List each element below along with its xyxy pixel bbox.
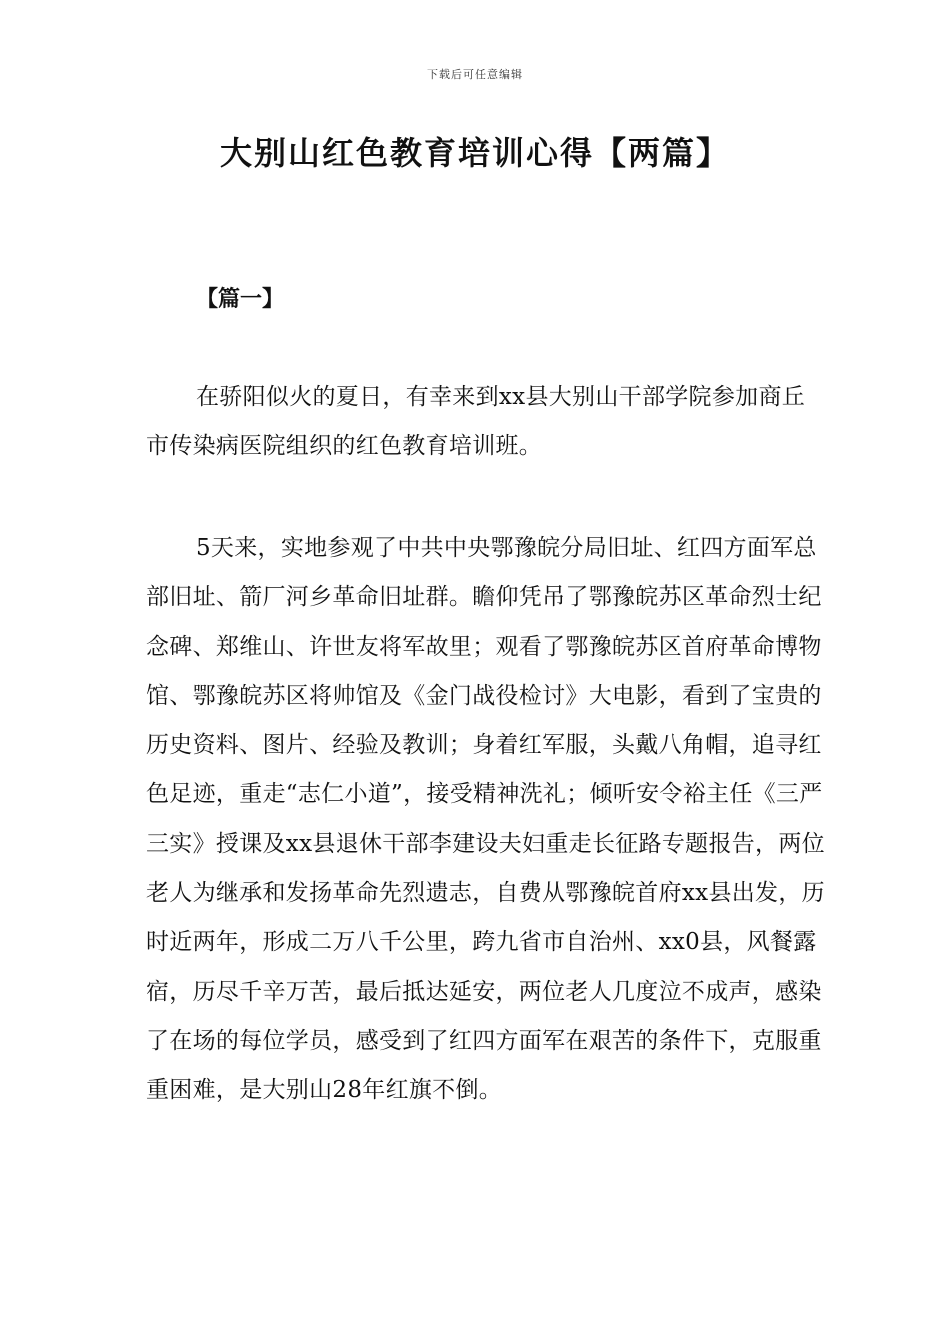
body-paragraph-2: 5天来，实地参观了中共中央鄂豫皖分局旧址、红四方面军总部旧址、箭厂河乡革命旧址群。瞻仰凭吊了鄂豫皖苏区革命烈士纪念碑、郑维山、许世友将军故里；观看了鄂豫皖苏区首府革命博物馆、鄂豫皖苏区将帅馆及《金门战役检讨》大电影，看到了宝贵的历史资料、图片、经验及教训；身着红军服，头戴八角帽，追寻红色足迹，重走“志仁小道”，接受精神洗礼；倾听安令裕主任《三严三实》授课及xx县退休干部李建设夫妇重走长征路专题报告，两位老人为继承和发扬革命先烈遗志，自费从鄂豫皖首府xx县出发，历时近两年，形成二万八千公里，跨九省市自治州、xx0县，风餐露宿，历尽千辛万苦，最后抵达延安，两位老人几度泣不成声，感染了在场的每位学员，感受到了红四方面军在艰苦的条件下，克服重重困难，是大别山28年红旗不倒。 bbox=[146, 535, 825, 1104]
section-heading: 【篇一】 bbox=[196, 287, 285, 312]
document-title: 大别山红色教育培训心得【两篇】 bbox=[219, 134, 730, 172]
body-paragraph-1: 在骄阳似火的夏日，有幸来到xx县大别山干部学院参加商丘市传染病医院组织的红色教育培训班。 bbox=[146, 384, 806, 460]
header-note: 下载后可任意编辑 bbox=[427, 68, 523, 81]
